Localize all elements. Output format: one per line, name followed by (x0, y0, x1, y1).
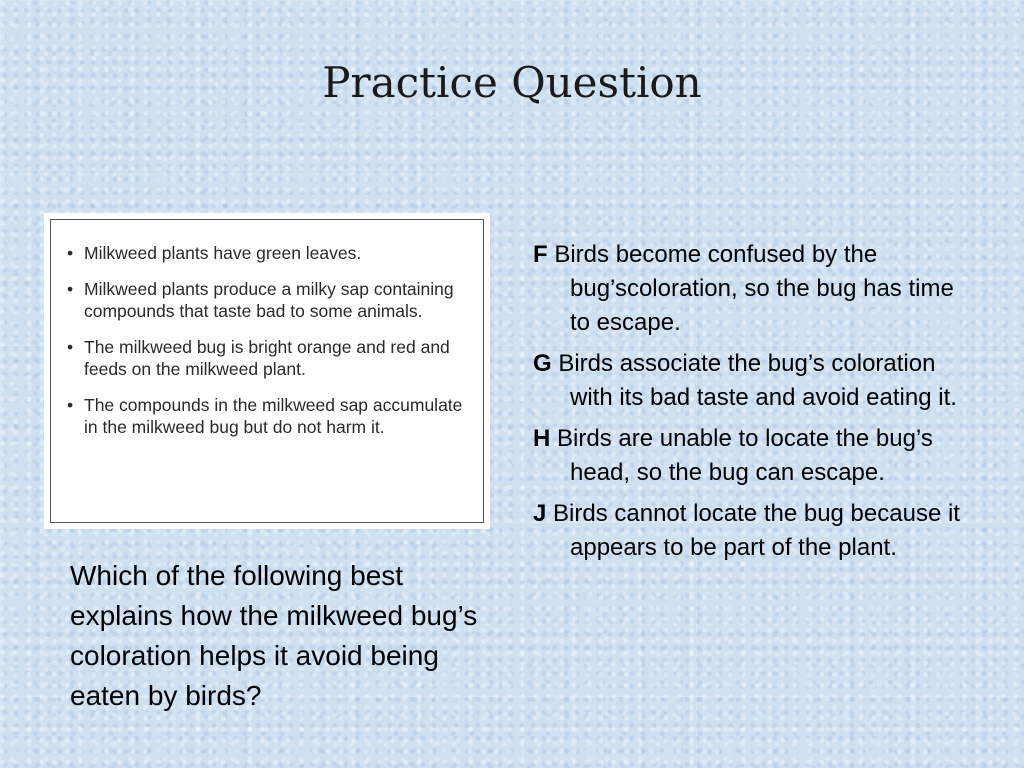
answer-choices (533, 238, 973, 572)
choice-letter: H (533, 425, 551, 452)
choice-letter: J (533, 500, 547, 527)
fact-item: • The milkweed bug is bright orange and red and feeds on the milkweed plant. (65, 336, 465, 380)
choice-text: Birds cannot locate the bug because it appears to be part of the plant. (553, 500, 960, 561)
choice-letter: F (533, 241, 548, 268)
question-text: Which of the following best explains how the milkweed bug’s coloration helps it avoid being eaten by birds? (70, 560, 478, 711)
fact-item: • The compounds in the milkweed sap accumulate in the milkweed bug but do not harm it. (65, 394, 465, 438)
facts-list (65, 242, 465, 438)
choice-letter: G (533, 350, 552, 377)
fact-item: • Milkweed plants produce a milky sap containing compounds that taste bad to some animals. (65, 278, 465, 322)
choice-text: Birds are unable to locate the bug’s head, so the bug can escape. (557, 425, 933, 486)
choice-text: Birds associate the bug’s coloration with its bad taste and avoid eating it. (558, 350, 957, 411)
facts-border (50, 219, 484, 523)
choice-h (533, 422, 973, 490)
facts-box (44, 213, 490, 529)
choice-text: Birds become confused by the bug’scoloration, so the bug has time to escape. (554, 241, 954, 336)
choice-f (533, 238, 973, 340)
slide-title: Practice Question (322, 58, 702, 107)
choice-g (533, 347, 973, 415)
fact-item: • Milkweed plants have green leaves. (65, 242, 465, 264)
choice-j (533, 497, 973, 565)
